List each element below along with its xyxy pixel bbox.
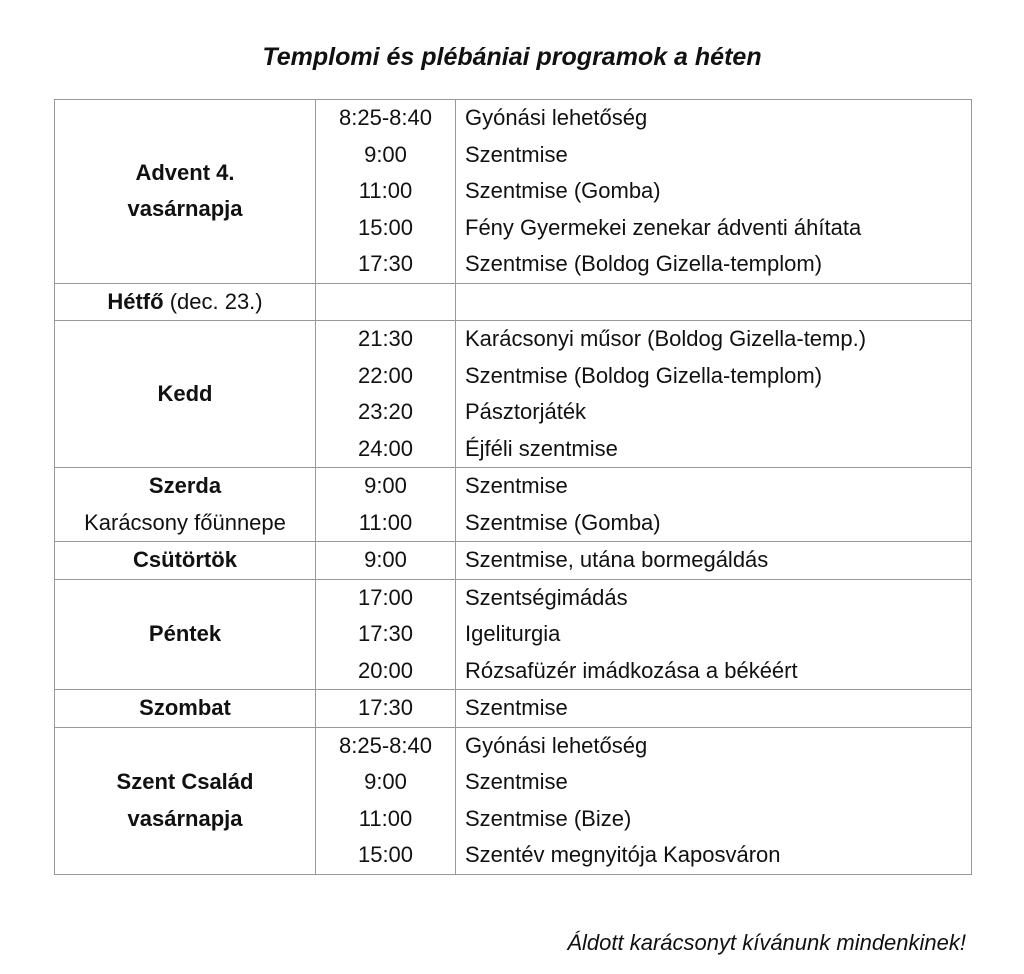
event-cell	[456, 727, 972, 874]
event-name: Éjféli szentmise	[465, 435, 618, 461]
event-name: Szentmise	[465, 769, 568, 794]
schedule-row	[55, 100, 972, 284]
event-name: Rózsafüzér imádkozása a békéért	[465, 657, 798, 683]
event-name: Szentmise (Boldog Gizella-templom)	[465, 251, 823, 276]
time-cell	[316, 727, 456, 874]
day-label	[55, 191, 315, 228]
event-time: 17:30	[357, 251, 414, 276]
event-time: 23:20	[357, 399, 414, 424]
event-time: 17:30	[357, 621, 414, 646]
day-name: Péntek	[148, 621, 222, 646]
day-label	[55, 801, 315, 838]
event-time: 24:00	[357, 435, 414, 461]
schedule-table	[54, 99, 972, 875]
schedule-row	[55, 283, 972, 321]
event-time	[316, 284, 455, 321]
schedule-row	[55, 579, 972, 690]
event-name: Fény Gyermekei zenekar ádventi áhítata	[465, 214, 862, 240]
day-name: vasárnapja	[127, 805, 243, 831]
schedule-row	[55, 690, 972, 728]
time-cell	[316, 579, 456, 690]
schedule-row	[55, 321, 972, 468]
day-name: Szent Család	[116, 769, 254, 794]
event-cell	[456, 283, 972, 321]
day-note: Karácsony főünnepe	[84, 509, 286, 535]
event-name	[465, 284, 971, 321]
day-label	[55, 690, 315, 727]
day-label	[55, 468, 315, 505]
day-cell	[55, 542, 316, 580]
page-title: Templomi és plébániai programok a héten	[262, 43, 762, 71]
time-cell	[316, 690, 456, 728]
time-cell	[316, 321, 456, 468]
event-time: 21:30	[357, 326, 414, 351]
day-name: vasárnapja	[127, 196, 243, 222]
event-cell	[456, 690, 972, 728]
event-name: Szentmise, utána bormegáldás	[465, 547, 769, 572]
event-time: 17:30	[357, 695, 414, 720]
time-cell	[316, 283, 456, 321]
day-name: Kedd	[157, 380, 213, 406]
day-cell	[55, 283, 316, 321]
event-time: 22:00	[357, 362, 414, 388]
event-time: 11:00	[358, 509, 413, 535]
event-cell	[456, 468, 972, 542]
schedule-row	[55, 468, 972, 542]
event-cell	[456, 100, 972, 284]
event-name: Szentmise (Gomba)	[465, 178, 661, 203]
event-time: 20:00	[357, 657, 414, 683]
day-name: Hétfő	[107, 288, 164, 314]
day-cell	[55, 690, 316, 728]
event-name: Szentmise	[465, 473, 568, 498]
event-cell	[456, 542, 972, 580]
day-cell	[55, 579, 316, 690]
time-cell	[316, 100, 456, 284]
schedule-row	[55, 727, 972, 874]
event-time: 11:00	[358, 178, 413, 203]
event-time: 9:00	[364, 473, 407, 498]
event-cell	[456, 321, 972, 468]
day-date: (dec. 23.)	[163, 288, 263, 314]
day-cell	[55, 727, 316, 874]
day-name: Advent 4.	[135, 159, 235, 185]
time-cell	[316, 542, 456, 580]
day-label	[55, 542, 315, 579]
event-name: Igeliturgia	[465, 621, 561, 646]
event-name: Gyónási lehetőség	[465, 732, 648, 758]
day-cell	[55, 100, 316, 284]
day-cell	[55, 468, 316, 542]
event-name: Karácsonyi műsor (Boldog Gizella-temp.)	[465, 326, 867, 351]
event-time: 17:00	[357, 584, 414, 610]
event-name: Pásztorjáték	[465, 399, 587, 424]
event-name: Szentmise (Bize)	[465, 805, 632, 831]
day-label	[55, 376, 315, 413]
event-time: 11:00	[358, 805, 413, 831]
event-time: 9:00	[364, 141, 407, 167]
day-name: Szombat	[139, 695, 231, 720]
day-label	[55, 616, 315, 653]
event-name: Gyónási lehetőség	[465, 105, 648, 130]
time-cell	[316, 468, 456, 542]
event-time: 8:25-8:40	[339, 105, 432, 130]
event-name: Szentségimádás	[465, 584, 628, 610]
event-name: Szentmise	[465, 695, 568, 720]
day-label	[55, 284, 315, 321]
schedule-row	[55, 542, 972, 580]
event-time: 9:00	[364, 769, 407, 794]
day-label	[55, 764, 315, 801]
day-name: Csütörtök	[133, 547, 237, 572]
day-name: Szerda	[148, 473, 222, 498]
event-name: Szentmise	[465, 141, 568, 167]
event-name: Szentmise (Boldog Gizella-templom)	[465, 362, 823, 388]
closing-greeting: Áldott karácsonyt kívánunk mindenkinek!	[567, 930, 966, 955]
event-name: Szentmise (Gomba)	[465, 509, 661, 535]
event-time: 15:00	[357, 842, 414, 867]
day-cell	[55, 321, 316, 468]
event-time: 8:25-8:40	[339, 732, 432, 758]
event-time: 9:00	[364, 547, 407, 572]
event-cell	[456, 579, 972, 690]
event-name: Szentév megnyitója Kaposváron	[465, 842, 781, 867]
event-time: 15:00	[357, 214, 414, 240]
day-label	[55, 155, 315, 192]
